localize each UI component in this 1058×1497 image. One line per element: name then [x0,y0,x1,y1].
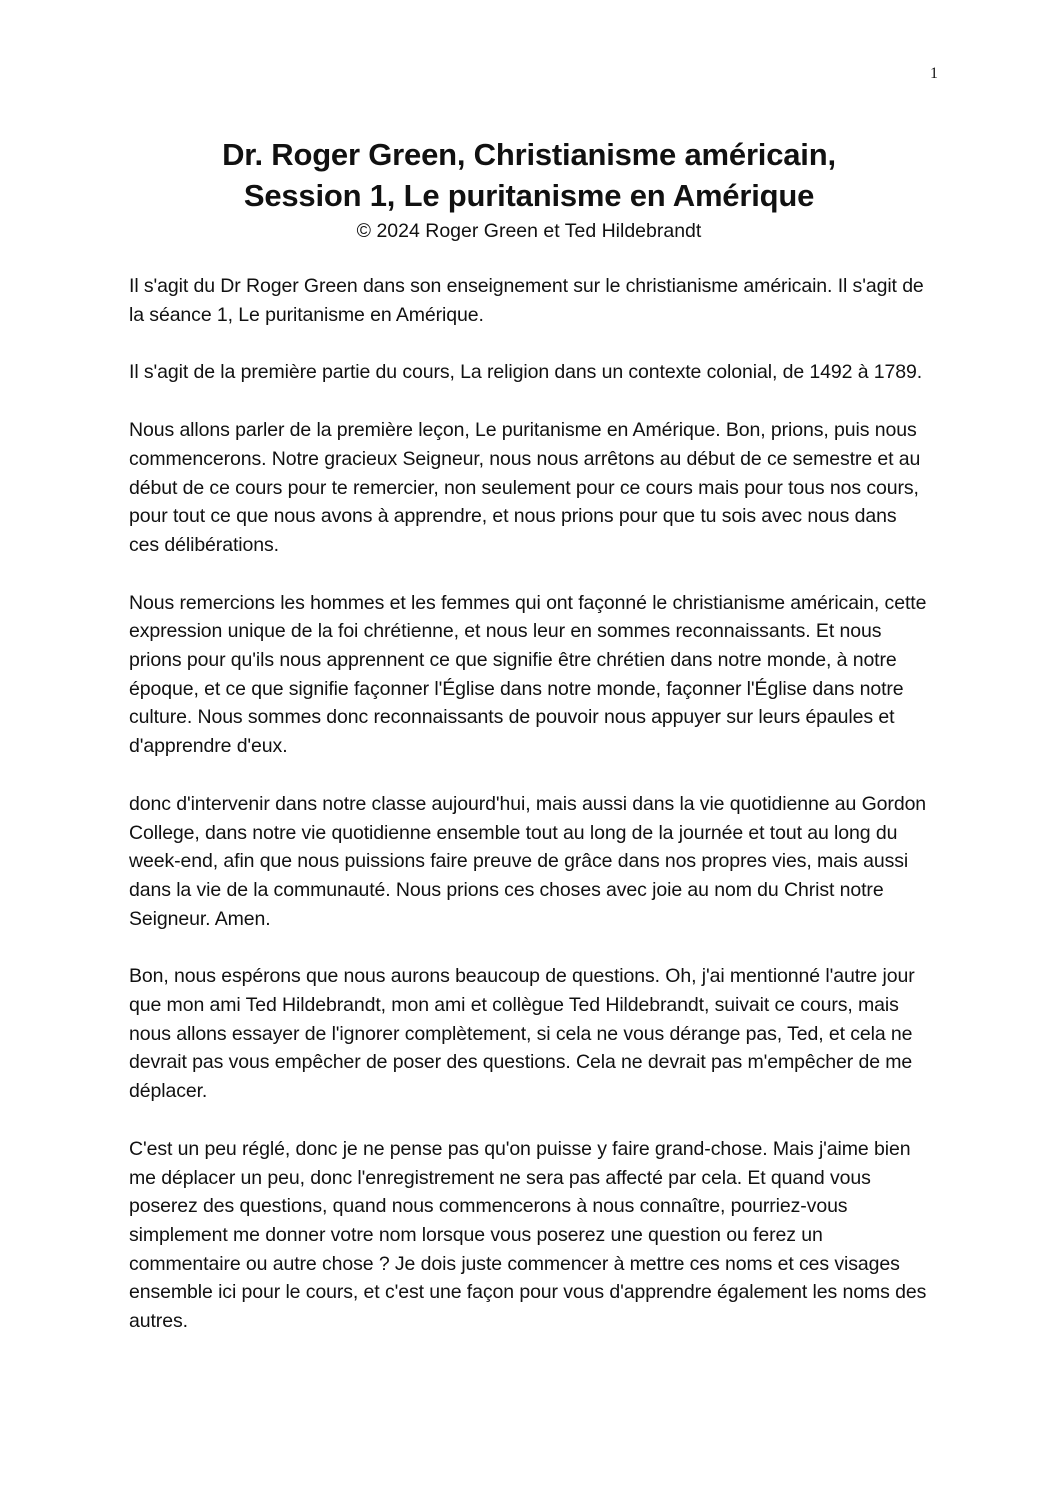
paragraph-5: donc d'intervenir dans notre classe aujourd'hui, mais aussi dans la vie quotidienne au Gordon College, dans notre vie quotidienne ensemble tout au long de la journée et tout au long du week-end, afin que nous puissions faire preuve de grâce dans nos propres vies, mais aussi dans la vie de la communauté. Nous prions ces choses avec joie au nom du Christ notre Seigneur. Amen. [129,792,927,930]
paragraph-3: Nous allons parler de la première leçon, Le puritanisme en Amérique. Bon, prions, puis nous commencerons. Notre gracieux Seigneur, nous nous arrêtons au début de ce semestre et au début de ce cours pour te remercier, non seulement pour ce cours mais pour tous nos cours, pour tout ce que nous avons à apprendre, et nous prions pour que tu sois avec nous dans ces délibérations. [129,419,921,556]
paragraph-4: Nous remercions les hommes et les femmes qui ont façonné le christianisme américain, cette expression unique de la foi chrétienne, et nous leur en sommes reconnaissants. Et nous prions pour qu'ils nous apprennent ce que signifie être chrétien dans notre monde, à notre époque, et ce que signifie façonner l'Église dans notre monde, façonner l'Église dans notre culture. Nous sommes donc reconnaissants de pouvoir nous appuyer sur leurs épaules et d'apprendre d'eux. [129,591,927,758]
paragraph-7: C'est un peu réglé, donc je ne pense pas qu'on puisse y faire grand-chose. Mais j'aime bien me déplacer un peu, donc l'enregistrement ne sera pas affecté par cela. Et quand vous poserez des questions, quand nous commencerons à nous connaître, pourriez-vous simplement me donner votre nom lorsque vous poserez une question ou ferez un commentaire ou autre chose ? Je dois juste commencer à mettre ces noms et ces visages ensemble ici pour le cours, et c'est une façon pour vous d'apprendre également les noms des autres. [129,1137,927,1333]
paragraph-2: Il s'agit de la première partie du cours, La religion dans un contexte colonial, de 1492 à 1789. [129,361,923,384]
page-number: 1 [930,65,938,82]
paragraph-6: Bon, nous espérons que nous aurons beaucoup de questions. Oh, j'ai mentionné l'autre jour que mon ami Ted Hildebrandt, mon ami et collègue Ted Hildebrandt, suivait ce cours, mais nous allons essayer de l'ignorer complètement, si cela ne vous dérange pas, Ted, et cela ne devrait pas vous empêcher de poser des questions. Cela ne devrait pas m'empêcher de me déplacer. [129,965,915,1103]
document-title-line-2: Session 1, Le puritanisme en Amérique [243,178,815,213]
document-title-line-1: Dr. Roger Green, Christianisme américain, [222,137,836,172]
copyright-notice: © 2024 Roger Green et Ted Hildebrandt [356,220,702,242]
paragraph-1: Il s'agit du Dr Roger Green dans son enseignement sur le christianisme américain. Il s'agit de la séance 1, Le puritanisme en Amérique. [129,275,924,326]
document-header [100,134,958,244]
document-body [129,272,931,1365]
